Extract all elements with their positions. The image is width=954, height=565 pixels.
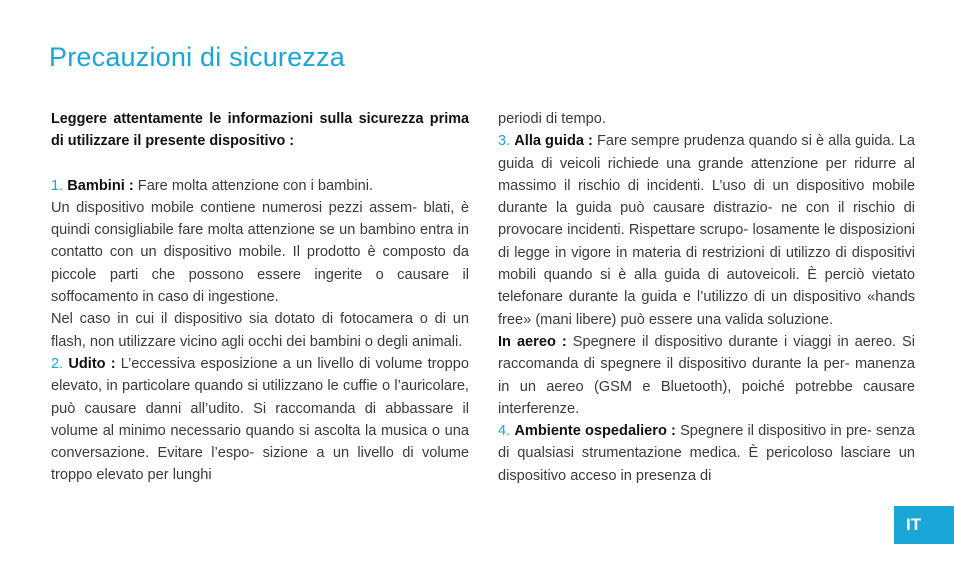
- section-hearing: [51, 353, 469, 487]
- section-text: Spegnere il dispositivo durante i viaggi in aereo. Si raccomanda di spegnere il dispositivo durante la per- manenza in un aereo (GSM e Bluetooth), poiché potrebbe causare interferenze.: [498, 333, 916, 417]
- paragraph: Nel caso in cui il dispositivo sia dotato di fotocamera o di un flash, non utilizzare vicino agli occhi dei bambini o degli animali.: [51, 311, 469, 350]
- language-badge: IT: [894, 506, 954, 544]
- section-heading: In aereo :: [498, 333, 567, 350]
- section-hospital: [498, 420, 915, 487]
- continued-text: periodi di tempo.: [498, 111, 606, 127]
- section-number: 4.: [498, 423, 511, 440]
- intro-text: Leggere attentamente le informazioni sulla sicurezza prima di utilizzare il presente dispositivo :: [51, 111, 469, 150]
- left-column: [51, 108, 469, 487]
- right-column: [498, 108, 915, 487]
- section-driving: [498, 130, 915, 331]
- section-number: 1.: [51, 177, 64, 194]
- section-children: [51, 175, 469, 197]
- paragraph: Un dispositivo mobile contiene numerosi pezzi assem- blati, è quindi consigliabile fare molta attenzione se un bambino entra in contatto con un dispositivo mobile. Il prodotto è composto da piccole parti che possono essere ingerite o causare il soffocamento in caso di ingestione.: [51, 199, 469, 306]
- section-number: 2.: [51, 355, 64, 372]
- page-title: Precauzioni di sicurezza: [49, 42, 345, 72]
- section-airplane: [498, 331, 915, 420]
- section-heading: Udito :: [68, 355, 116, 372]
- section-heading: Bambini :: [67, 177, 134, 194]
- section-lead: Fare molta attenzione con i bambini.: [137, 177, 374, 194]
- section-text: Spegnere il dispositivo in pre- senza di qualsiasi strumentazione medica. È pericoloso lasciare un dispositivo acceso in presenza di: [498, 423, 915, 484]
- section-text: L’eccessiva esposizione a un livello di volume troppo elevato, in particolare quando si utilizzano le cuffie o l’auricolare, può causare danni all’udito. Si raccomanda di abbassare il volume al minimo necessario quando si ascolta la musica o una conversazione. Evitare l’espo- sizione a un livello di volume troppo elevato per lunghi: [51, 355, 469, 484]
- section-heading: Ambiente ospedaliero :: [514, 423, 676, 440]
- section-number: 3.: [498, 133, 511, 150]
- section-text: Fare sempre prudenza quando si è alla guida. La guida di veicoli richiede una grande attenzione per ridurre al massimo il rischio di incidenti. L’uso di un dispositivo mobile durante la guida può causare distrazio- ne con il rischio di provocare incidenti. Rispettare scrupo- losamente le disposizioni di legge in vigore in materia di restrizioni di utilizzo di dispositivi mobili quando si è alla guida di autoveicoli. È perciò vietato telefonare durante la guida e l’utilizzo di un dispositivo «hands free» (mani libere) può essere una valida soluzione.: [498, 133, 915, 328]
- section-heading: Alla guida :: [514, 133, 593, 150]
